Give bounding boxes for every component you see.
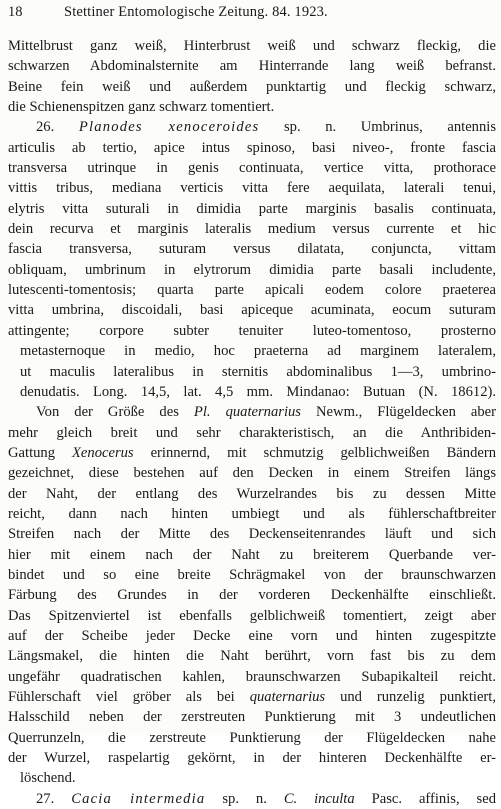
text-line: vittis tribus, mediana verticis vitta fere aequilata, laterali tenui, (8, 180, 496, 197)
text-line: attingente; corpore subter tenuiter luteo-tomentoso, prosterno (8, 322, 496, 339)
species-name: Cacia intermedia (71, 790, 206, 807)
text-line: Streifen nach der Mitte des Deckenseitenrandes läuft und sich (8, 526, 496, 543)
text-line: Querrunzeln, die zerstreute Punktierung der Flügeldecken nahe (8, 729, 496, 746)
text-line: hier mit einem nach der Naht zu breiterem Querbande ver- (8, 546, 496, 563)
running-header (8, 4, 488, 26)
species-name: Planodes xenoceroides (78, 119, 260, 136)
text-line: auf der Scheibe jeder Decke eine vorn und hinten zugespitzte (8, 627, 496, 644)
text-line: Gattung Xenocerus erinnernd, mit schmutzig gelblichweißen Bändern (8, 444, 497, 461)
text-line: metasternoque in medio, hoc praeterna ad marginem lateralem, (20, 343, 496, 360)
text-line: Längsmakel, die hinten die Naht berührt, vorn fast bis zu dem (8, 648, 496, 665)
text-line: articulis ab tertio, apice intus spinoso, basi niveo-, fronte fascia (8, 139, 496, 156)
page-number: 18 (8, 4, 23, 20)
text-line: Beine fein weiß und außerdem punktartig und fleckig schwarz, (8, 78, 496, 95)
species-number: 27. (36, 790, 55, 807)
taxon-reference: C. inculta (283, 790, 355, 807)
taxon-reference: quaternarius (249, 689, 326, 705)
species-26-heading-line (8, 117, 496, 137)
text-line: Halsschild neben der zerstreuten Punktierung mit 3 undeutlichen (8, 709, 496, 726)
text-line: denudatis. Long. 14,5, lat. 4,5 mm. Mindanao: Butuan (N. 18612). (20, 383, 496, 400)
text-line: löschend. (20, 770, 76, 787)
text-line: bindet und so eine breite Schrägmakel von der braunschwarzen (8, 566, 496, 583)
text-line: Das Spitzenviertel ist ebenfalls gelblichweiß tomentiert, zeigt aber (8, 607, 496, 624)
text-line: elytris vitta suturali in dimidia parte marginis basalis continuata, (8, 200, 496, 217)
text-line: Fühlerschaft viel gröber als bei quaternarius und runzelig punktiert, (8, 689, 496, 705)
text-line: reicht, dann nach hinten umbiegt und als fühlerschaftbreiter (8, 505, 496, 522)
text-line: transversa utrinque in genis continuata, vertice vitta, prothorace (8, 160, 496, 177)
text-line: Mittelbrust ganz weiß, Hinterbrust weiß und schwarz fleckig, die (8, 38, 496, 54)
body-text (8, 36, 496, 809)
text-line: der Naht, der entlang des Wurzelrandes bis zu dessen Mitte (8, 485, 496, 502)
journal-title: Stettiner Entomologische Zeitung. 84. 1923. (64, 4, 328, 20)
taxon-reference: Xenocerus (72, 444, 134, 461)
text-line: Färbung des Grundes in der vorderen Deckenhälfte einschließt. (8, 587, 496, 604)
text-line: der Wurzel, raspelartig gekörnt, in der hinteren Deckenhälfte er- (8, 750, 496, 767)
text-line: lutescenti-tomentosis; quarta parte apicali eodem colore praeterea (8, 282, 496, 299)
text-line: obliquam, umbrinum in elytrorum dimidia parte basali includente, (8, 261, 496, 278)
species-27-heading-line: 27. Cacia intermedia sp. n. C. inculta Pasc. affinis, sed (36, 790, 496, 807)
text-line: die Schienenspitzen ganz schwarz tomentiert. (8, 99, 275, 116)
text-line: dein recurva et marginis lateralis medium versus currente et hic (8, 221, 496, 238)
taxon-reference: Pl. quaternarius (193, 404, 301, 421)
text-line: schwarzen Abdominalsternite am Hinterrande lang weiß befranst. (8, 58, 496, 75)
text-line: fascia transversa, suturam versus dilatata, conjuncta, vittam (8, 241, 496, 258)
text-line: ungefähr quadratischen kahlen, braunschwarzen Subapikalteil reicht. (8, 668, 496, 685)
species-diagnosis-start: sp. n. Umbrinus, antennis (284, 119, 496, 136)
species-number: 26. (36, 119, 55, 136)
text-line: mehr gleich breit und sehr charakteristisch, an die Anthribiden- (8, 424, 496, 441)
text-line: gezeichnet, diese bestehen auf den Decken in einem Streifen längs (8, 465, 496, 482)
text-line: vitta umbrina, discoidali, basi apiceque acuminata, eocum suturam (8, 302, 496, 319)
paragraph-first-line: Von der Größe des Pl. quaternarius Newm., Flügeldecken aber (36, 404, 497, 421)
text-line: ut maculis lateralibus in sternitis abdominalibus 1—3, umbrino- (20, 363, 496, 380)
